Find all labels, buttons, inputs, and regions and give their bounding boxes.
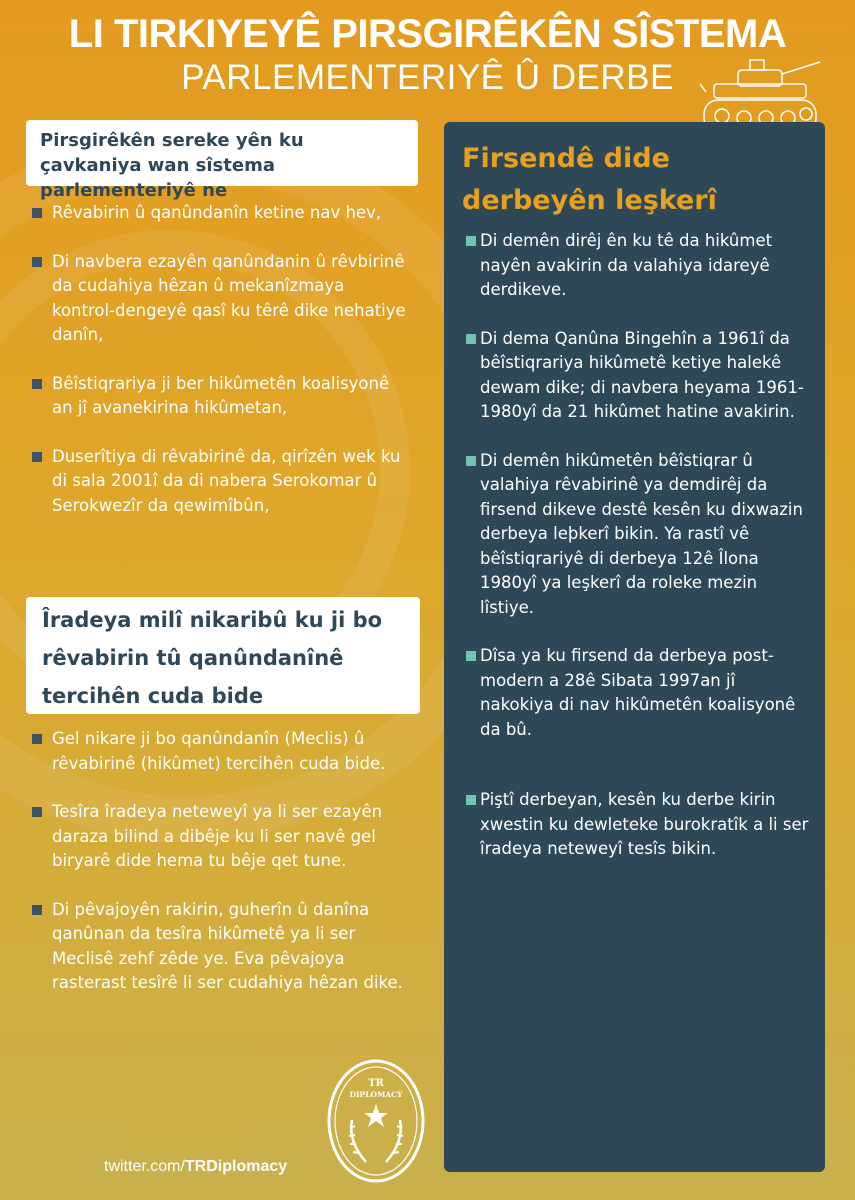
page-subtitle: PARLEMENTERIYÊ Û DERBE xyxy=(181,58,674,97)
bullet-icon xyxy=(32,379,42,389)
bullet-icon xyxy=(32,905,42,915)
panel-list xyxy=(466,229,811,862)
list-item: Piştî derbeyan, kesên ku derbe kirin xwestin ku dewleteke burokratîk a li ser îradeya neteweyî tesîs bikin. xyxy=(466,788,811,862)
section1-heading: Pirsgirêkên sereke yên ku çavkaniya wan sîstema parlementeriyê ne xyxy=(26,120,418,186)
logo-text-tr: TR xyxy=(368,1078,384,1089)
list-item: Bêîstiqrariya ji ber hikûmetên koalisyonê an jî avanekirina hikûmetan, xyxy=(30,372,410,421)
bullet-icon xyxy=(466,795,476,805)
bullet-icon xyxy=(32,208,42,218)
logo-text-diplomacy: DIPLOMACY xyxy=(349,1090,403,1099)
list-item: Di navbera ezayên qanûndanin û rêvbirinê da cudahiya hêzan û mekanîzmaya kontrol-dengeyê qasî ku têrê dike nehatiye danîn, xyxy=(30,250,410,348)
bullet-icon xyxy=(466,456,476,466)
right-panel xyxy=(444,122,825,1172)
bullet-icon xyxy=(32,257,42,267)
section2-heading: Îradeya milî nikaribû ku ji bo rêvabirin tû qanûndanînê tercihên cuda bide xyxy=(26,597,420,714)
list-item: Rêvabirin û qanûndanîn ketine nav hev, xyxy=(30,201,410,226)
list-item: Di dema Qanûna Bingehîn a 1961î da bêîstiqrariya hikûmetê ketiye halekê dewam dike; di navbera heyama 1961-1980yî da 21 hikûmet hatine avakirin. xyxy=(466,327,811,425)
bullet-icon xyxy=(32,807,42,817)
star-icon xyxy=(364,1104,388,1127)
bullet-icon xyxy=(466,334,476,344)
twitter-link[interactable]: twitter.com/TRDiplomacy xyxy=(104,1158,288,1175)
bullet-icon xyxy=(466,236,476,246)
panel-title: Firsendê dide derbeyên leşkerî xyxy=(462,143,717,216)
list-item: Tesîra îradeya neteweyî ya li ser ezayên daraza bilind a dibêje ku li ser navê gel biryarê dide hema tu bêje qet tune. xyxy=(30,800,410,874)
bullet-icon xyxy=(32,734,42,744)
list-item: Di pêvajoyên rakirin, guherîn û danîna qanûnan da tesîra hikûmetê ya li ser Meclisê zehf zêde ye. Eva pêvajoya rasterast tesîrê li ser cudahiya hêzan dike. xyxy=(30,898,410,996)
list-item: Di demên hikûmetên bêîstiqrar û valahiya rêvabirinê ya demdirêj da firsend dikeve destê kesên ku dixwazin derbeya leþkerî bikin. Ya rastî vê bêîstiqrariyê di derbeya 12ê Îlona 1980yî ya leşkerî da roleke mezin lîstiye. xyxy=(466,449,811,621)
section2-list xyxy=(30,727,410,996)
list-item: Di demên dirêj ên ku tê da hikûmet nayên avakirin da valahiya idareyê derdikeve. xyxy=(466,229,811,303)
page-title: LI TIRKIYEYÊ PIRSGIRÊKÊN SÎSTEMA xyxy=(68,12,787,56)
list-item: Duserîtiya di rêvabirinê da, qirîzên wek ku di sala 2001î da di nabera Serokomar û Serokwezîr da qewimîbûn, xyxy=(30,445,410,519)
section1-list xyxy=(30,201,410,518)
list-item: Dîsa ya ku firsend da derbeya post-modern a 28ê Sibata 1997an jî nakokiya di nav hikûmetên koalisyonê da bû. xyxy=(466,644,811,742)
list-item: Gel nikare ji bo qanûndanîn (Meclis) û rêvabirinê (hikûmet) tercihên cuda bide. xyxy=(30,727,410,776)
bullet-icon xyxy=(32,452,42,462)
bullet-icon xyxy=(466,651,476,661)
tr-diplomacy-logo xyxy=(326,1058,426,1184)
